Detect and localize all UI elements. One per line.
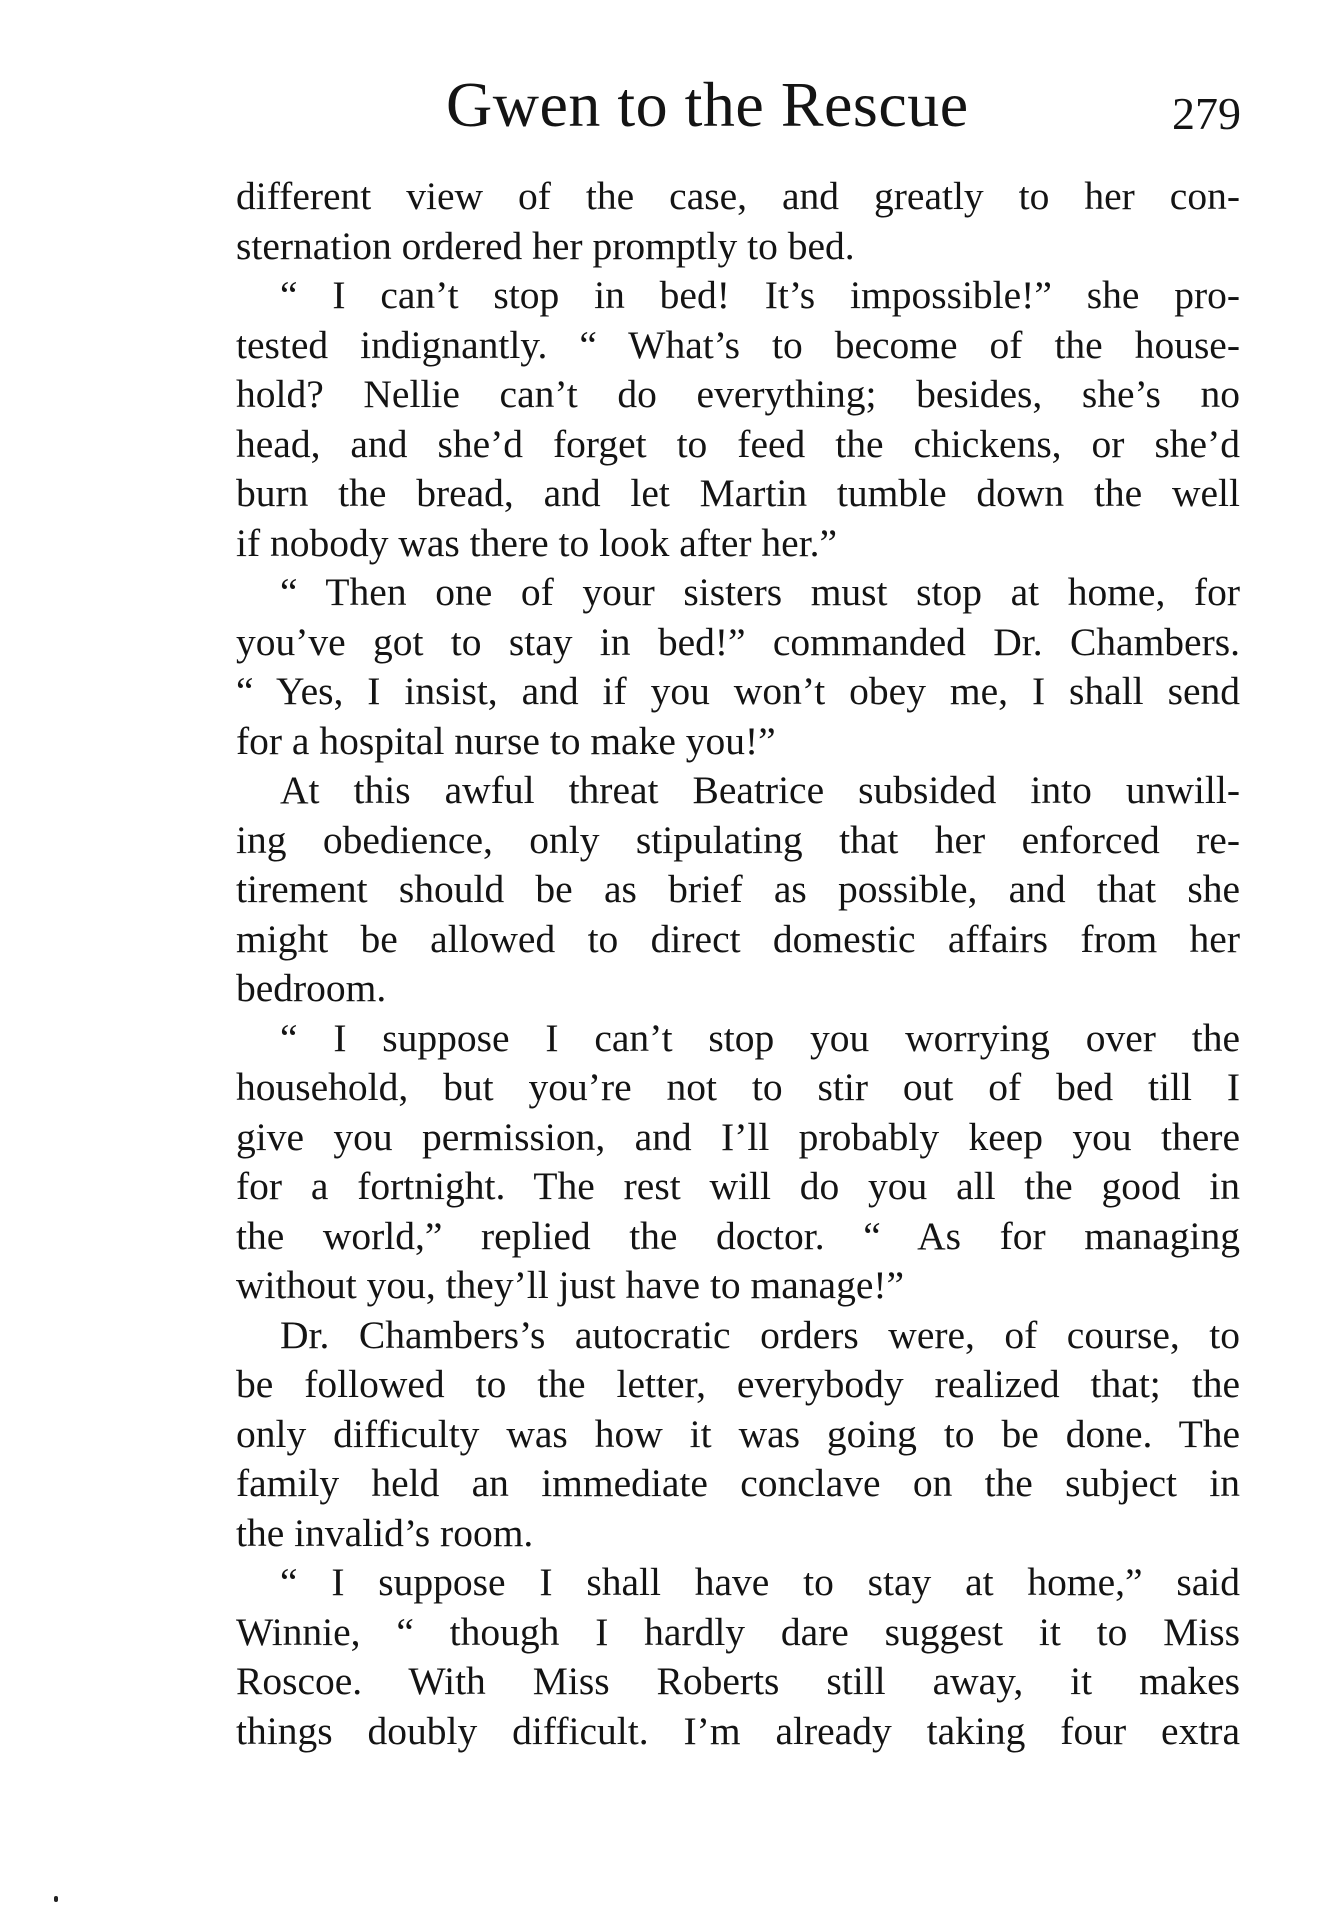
body-text <box>236 172 1240 1756</box>
text-line: “ I can’t stop in bed! It’s impossible!” she pro- <box>280 273 1240 317</box>
text-line: sternation ordered her promptly to bed. <box>236 223 855 268</box>
text-line: “ Then one of your sisters must stop at home, for <box>280 570 1240 614</box>
text-line: the invalid’s room. <box>236 1510 534 1555</box>
text-line: without you, they’ll just have to manage!” <box>236 1263 905 1307</box>
text-line: At this awful threat Beatrice subsided into unwill- <box>280 768 1240 812</box>
text-line: might be allowed to direct domestic affairs from her <box>236 916 1240 961</box>
text-line: be followed to the letter, everybody realized that; the <box>236 1362 1240 1406</box>
ink-speck <box>54 1896 58 1902</box>
text-line: Winnie, “ though I hardly dare suggest it to Miss <box>236 1609 1240 1654</box>
text-line: “ Yes, I insist, and if you won’t obey me, I shall send <box>236 669 1240 713</box>
text-line: Dr. Chambers’s autocratic orders were, of course, to <box>280 1312 1240 1357</box>
text-line: for a hospital nurse to make you!” <box>236 718 776 763</box>
text-line: burn the bread, and let Martin tumble down the well <box>236 471 1240 515</box>
text-line: you’ve got to stay in bed!” commanded Dr. Chambers. <box>236 619 1240 664</box>
page-number: 279 <box>1172 88 1241 139</box>
text-line: head, and she’d forget to feed the chickens, or she’d <box>236 421 1240 466</box>
text-line: if nobody was there to look after her.” <box>236 520 838 565</box>
page-header <box>0 70 1340 140</box>
text-line: tirement should be as brief as possible, and that she <box>236 867 1240 911</box>
text-line: for a fortnight. The rest will do you all the good in <box>236 1164 1240 1208</box>
text-line: “ I suppose I shall have to stay at home,” said <box>280 1560 1240 1604</box>
text-line: tested indignantly. “ What’s to become of the house- <box>236 322 1240 367</box>
text-line: family held an immediate conclave on the subject in <box>236 1461 1240 1505</box>
text-line: only difficulty was how it was going to be done. The <box>236 1411 1240 1456</box>
text-line: the world,” replied the doctor. “ As for managing <box>236 1213 1240 1258</box>
running-title: Gwen to the Rescue <box>446 69 969 140</box>
text-line: household, but you’re not to stir out of bed till I <box>236 1065 1240 1109</box>
text-line: “ I suppose I can’t stop you worrying over the <box>280 1015 1240 1060</box>
text-line: Roscoe. With Miss Roberts still away, it makes <box>236 1659 1240 1703</box>
text-line: bedroom. <box>236 966 387 1010</box>
text-line: ing obedience, only stipulating that her enforced re- <box>236 817 1240 862</box>
text-line: different view of the case, and greatly to her con- <box>236 174 1240 218</box>
text-line: things doubly difficult. I’m already taking four extra <box>236 1708 1240 1753</box>
text-line: give you permission, and I’ll probably keep you there <box>236 1114 1240 1159</box>
text-line: hold? Nellie can’t do everything; besides, she’s no <box>236 372 1240 416</box>
